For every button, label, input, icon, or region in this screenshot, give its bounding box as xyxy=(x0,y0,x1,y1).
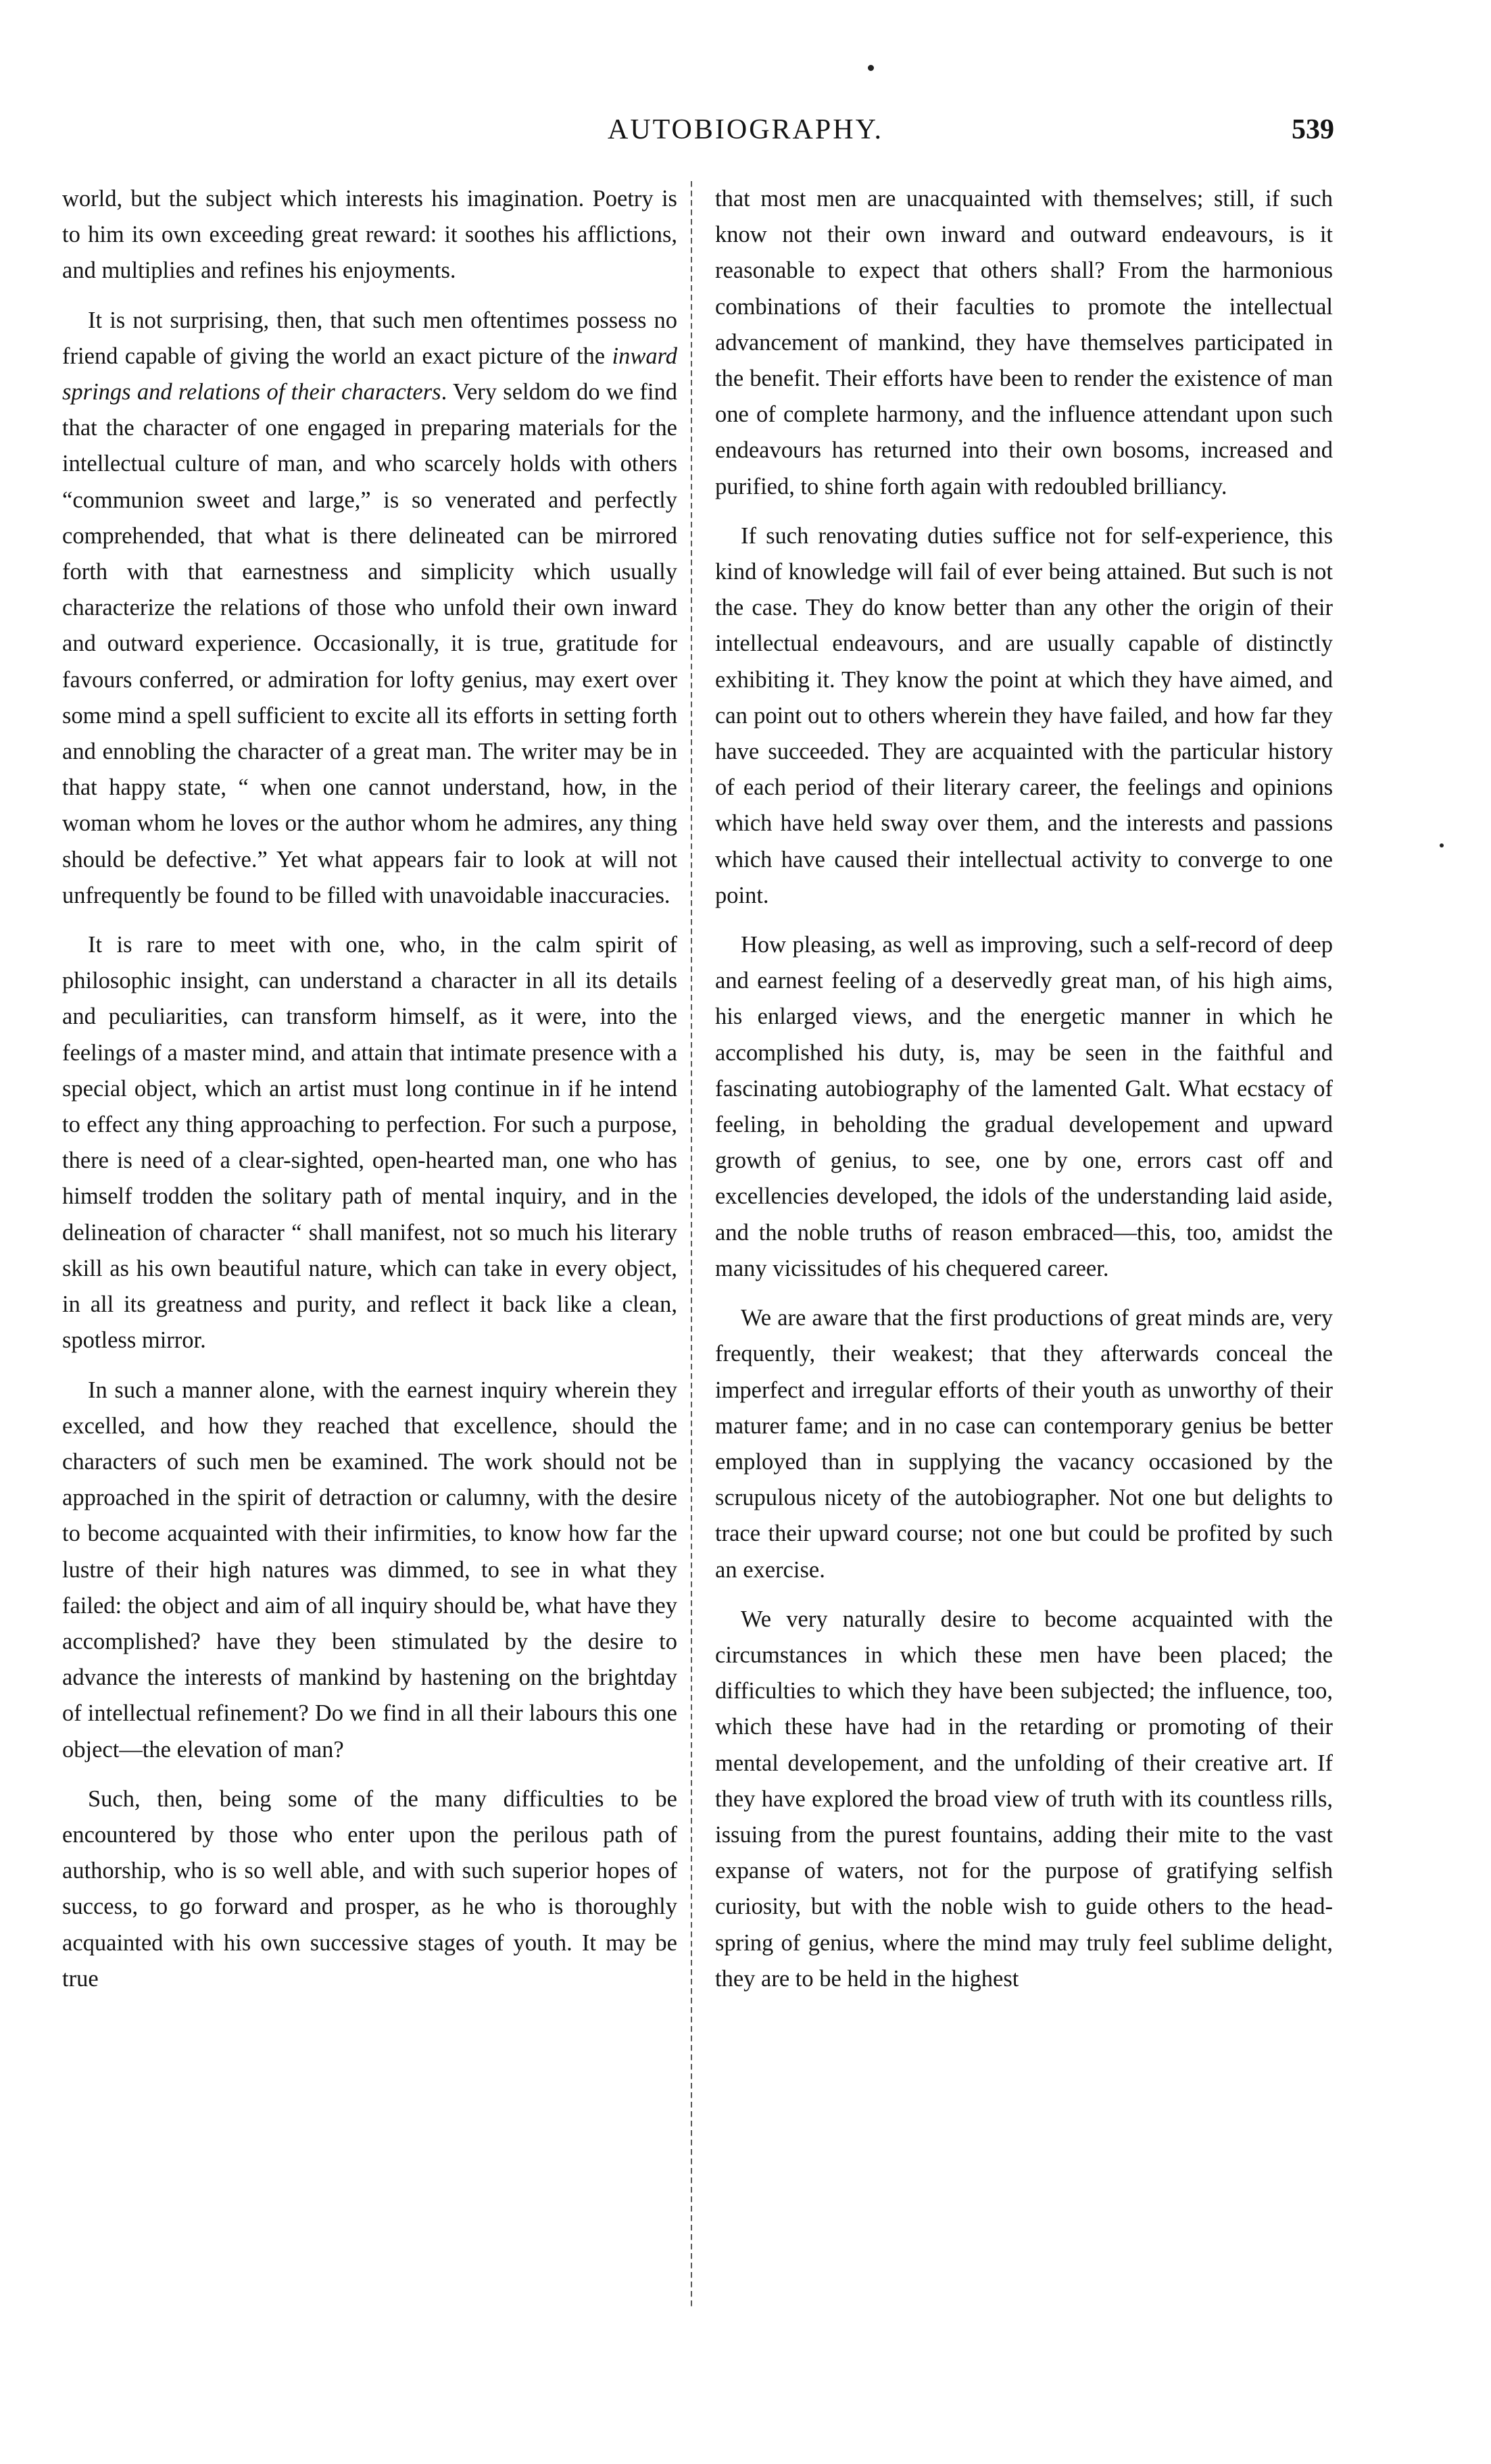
page-number: 539 xyxy=(1292,114,1334,145)
right-paragraph-3: How pleasing, as well as improving, such a self-record of deep and earnest feeling of a deservedly great man, of his high aims, his enlarged views, and the energetic manner in which he accomplished his duty, is, may be seen in the faithful and fascinating autobiography of the lamented Galt. What ecstacy of feeling, in beholding the gradual developement and upward growth of genius, to see, one by one, errors cast off and excellencies developed, the idols of the understanding laid aside, and the noble truths of reason embraced—this, too, amidst the many vicissitudes of his chequered career. xyxy=(715,932,1333,1281)
left-paragraph-2: It is not surprising, then, that such men oftentimes possess no friend capable of giving the world an exact picture of the inward springs and relations of their characters. Very seldom do we find that the character of one engaged in preparing materials for the intellectual culture of man, and who scarcely holds with others “communion sweet and large,” is so venerated and perfectly comprehended, that what is there delineated can be mirrored forth with that earnestness and simplicity which usually characterize the relations of those who unfold their own inward and outward experience. Occasionally, it is true, gratitude for favours conferred, or admiration for lofty genius, may exert over some mind a spell sufficient to excite all its efforts in setting forth and ennobling the character of a great man. The writer may be in that happy state, “ when one cannot understand, how, in the woman whom he loves or the author whom he admires, any thing should be defective.” Yet what appears fair to look at will not unfrequently be found to be filled with unavoidable inaccuracies. xyxy=(62,307,677,908)
left-paragraph-5: Such, then, being some of the many difficulties to be encountered by those who enter upon the perilous path of authorship, who is so well able, and with such superior hopes of success, to go forward and prosper, as he who is thoroughly acquainted with his own successive stages of youth. It may be true xyxy=(62,1785,677,1992)
left-paragraph-3: It is rare to meet with one, who, in the calm spirit of philosophic insight, can understand a character in all its details and peculiarities, can transform himself, as it were, into the feelings of a master mind, and attain that intimate presence with a special object, which an artist must long continue in if he intend to effect any thing approaching to perfection. For such a purpose, there is need of a clear-sighted, open-hearted man, one who has himself trodden the solitary path of mental inquiry, and in the delineation of character “ shall manifest, not so much his literary skill as his own beautiful nature, which can take in every object, in all its greatness and purity, and reflect it back like a clean, spotless mirror. xyxy=(62,932,677,1354)
right-paragraph-5: We very naturally desire to become acquainted with the circumstances in which these men have been placed; the difficulties to which they have been subjected; the influence, too, which these have had in the retarding or promoting of their mental developement, and the unfolding of their creative art. If they have explored the broad view of truth with its countless rills, issuing from the purest fountains, adding their mite to the vast expanse of waters, not for the purpose of gratifying selfish curiosity, but with the noble wish to guide others to the head-spring of genius, where the mind may truly feel sublime delight, they are to be held in the highest xyxy=(715,1606,1333,1992)
left-column xyxy=(62,181,677,1997)
column-divider xyxy=(691,181,692,2310)
left-paragraph-1: world, but the subject which interests his imagination. Poetry is to him its own exceeding great reward: it soothes his afflictions, and multiplies and refines his enjoyments. xyxy=(62,186,677,284)
italic-phrase: inward springs and relations of their characters xyxy=(62,343,677,405)
left-paragraph-4: In such a manner alone, with the earnest inquiry wherein they excelled, and how they reached that excellence, should the characters of such men be examined. The work should not be approached in the spirit of detraction or calumny, with the desire to become acquainted with their infirmities, to know how far the lustre of their high natures was dimmed, to see in what they failed: the object and aim of all inquiry should be, what have they accomplished? have they been stimulated by the desire to advance the interests of mankind by hastening on the brightday of intellectual refinement? Do we find in all their labours this one object—the elevation of man? xyxy=(62,1377,677,1763)
right-paragraph-1: that most men are unacquainted with themselves; still, if such know not their own inward and outward endeavours, is it reasonable to expect that others shall? From the harmonious combinations of their faculties to promote the intellectual advancement of mankind, they have themselves participated in the benefit. Their efforts have been to render the existence of man one of complete harmony, and the influence attendant upon such endeavours has returned into their own bosoms, increased and purified, to shine forth again with redoubled brilliancy. xyxy=(715,186,1333,499)
print-speck xyxy=(1440,843,1444,847)
page-header xyxy=(0,114,1491,161)
running-title: AUTOBIOGRAPHY. xyxy=(607,114,883,145)
right-column xyxy=(715,181,1333,1997)
print-speck xyxy=(868,65,874,71)
right-paragraph-2: If such renovating duties suffice not for self-experience, this kind of knowledge will fail of ever being attained. But such is not the case. They do know better than any other the origin of their intellectual endeavours, and are usually capable of distinctly exhibiting it. They know the point at which they have aimed, and can point out to others wherein they have failed, and how far they have succeeded. They are acquainted with the particular history of each period of their literary career, the feelings and opinions which have held sway over them, and the interests and passions which have caused their intellectual activity to converge to one point. xyxy=(715,522,1333,908)
right-paragraph-4: We are aware that the first productions of great minds are, very frequently, their weakest; that they afterwards conceal the imperfect and irregular efforts of their youth as unworthy of their maturer fame; and in no case can contemporary genius be better employed than in supplying the vacancy occasioned by the scrupulous nicety of the autobiographer. Not one but delights to trace their upward course; not one but could be profited by such an exercise. xyxy=(715,1305,1333,1583)
